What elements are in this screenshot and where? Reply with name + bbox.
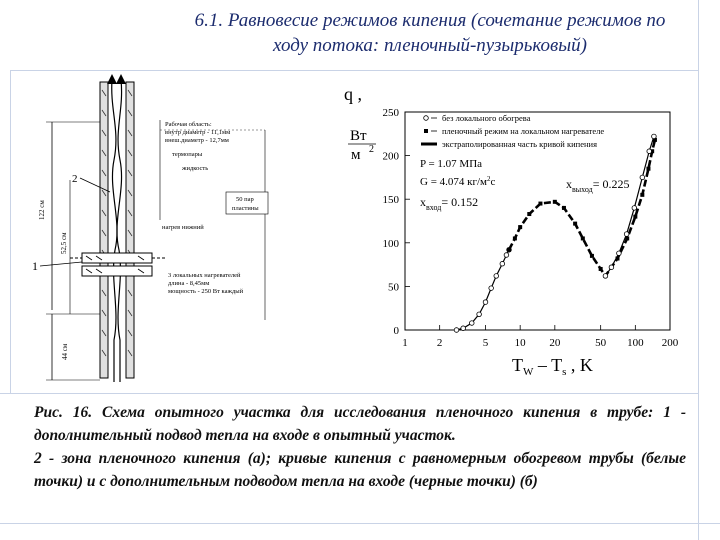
x-tick-label: 50 — [595, 337, 607, 349]
annotation-x-outlet — [566, 177, 629, 194]
slide-title — [150, 8, 710, 58]
annotation-pressure: P = 1.07 МПа — [420, 158, 483, 170]
note-bottom-2: длина - 8,45мм — [168, 280, 210, 287]
annotation-mass-flux-tail: с — [490, 176, 496, 188]
annotation-x-inlet-sym: x — [420, 195, 426, 209]
x-label-sub-s: s — [562, 366, 567, 378]
data-point-filled-square — [553, 200, 557, 204]
note-top-5: жидкость — [182, 165, 209, 172]
y-label-unit-exp: 2 — [369, 144, 374, 155]
x-label-unit: , K — [566, 355, 593, 375]
data-point-filled-square — [581, 236, 585, 240]
figure-svg — [0, 70, 698, 393]
data-point-open-circle — [640, 175, 645, 180]
x-axis-label — [512, 355, 593, 378]
annotation-x-inlet-sub: вход — [426, 203, 442, 212]
data-point-open-circle — [500, 261, 505, 266]
dim-label-top: 122 см — [38, 200, 46, 220]
y-tick-label: 0 — [393, 325, 399, 337]
x-tick-label: 100 — [627, 337, 644, 349]
annotation-x-inlet-val: = 0.152 — [441, 195, 479, 209]
x-tick-label: 2 — [436, 337, 443, 349]
annotation-x-outlet-sym: x — [566, 177, 572, 191]
data-point-open-circle — [477, 312, 482, 317]
caption-line-1: Рис. 16. Схема опытного участка для исследования пленочного кипения в трубе: 1 - дополнительный подвод тепла на входе в опытный участок. — [34, 404, 686, 444]
caption-line-2: 2 - зона пленочного кипения (а); кривые кипения с равномерным обогревом трубы (белые точки) и с дополнительным подводом тепла на входе (черные точки) (б) — [34, 450, 686, 490]
data-point-filled-square — [538, 202, 542, 206]
x-label-main: T — [512, 355, 523, 375]
figure-caption — [34, 401, 686, 493]
note-top-1: Рабочая область: — [165, 121, 212, 128]
annotation-mass-flux-exp: 2 — [487, 175, 491, 183]
data-point-open-circle — [483, 300, 488, 305]
y-label-q: q , — [344, 84, 362, 104]
data-point-open-circle — [632, 206, 637, 211]
data-point-filled-square — [646, 167, 650, 171]
note-bottom-3: мощность - 250 Вт каждый — [168, 288, 244, 295]
data-point-open-circle — [504, 253, 509, 258]
data-point-open-circle — [489, 286, 494, 291]
label-1-leader — [40, 262, 82, 266]
annotation-mass-flux-main: G = 4.074 кг/м — [420, 176, 488, 188]
data-point-open-circle — [624, 232, 629, 237]
data-point-open-circle — [617, 251, 622, 256]
data-point-filled-square — [599, 267, 603, 271]
x-ticks — [402, 325, 679, 349]
x-tick-label: 200 — [661, 337, 679, 349]
data-point-filled-square — [518, 225, 522, 229]
test-section-schematic — [32, 74, 268, 382]
figure — [0, 70, 698, 393]
x-tick-label: 5 — [482, 337, 489, 349]
y-ticks — [383, 107, 411, 337]
x-tick-label: 20 — [549, 337, 561, 349]
data-point-open-circle — [609, 265, 614, 270]
data-point-filled-square — [507, 248, 511, 252]
x-label-sub-w: W — [523, 366, 534, 378]
flow-line-1 — [112, 80, 117, 382]
note-bottom-1: 3 локальных нагревателей — [168, 272, 241, 279]
flow-arrow-up-icon — [107, 74, 117, 84]
note-top-2: внутр диаметр - 11,1мм — [165, 129, 231, 136]
flow-line-2 — [117, 80, 122, 382]
y-tick-label: 100 — [382, 237, 399, 250]
dim-label-mid: 52,5 см — [60, 232, 68, 254]
flow-arrow-up-icon-2 — [116, 74, 126, 84]
note-top-4: термопары — [172, 151, 203, 158]
data-point-open-circle — [603, 274, 608, 279]
legend — [421, 113, 604, 149]
annotation-mass-flux — [420, 175, 496, 188]
annotation-x-outlet-val: = 0.225 — [592, 177, 630, 191]
slide-bottom-rule — [0, 523, 720, 524]
boiling-chart — [344, 84, 679, 378]
legend-label-1: без локального обогрева — [442, 113, 531, 123]
x-tick-label: 1 — [402, 337, 408, 349]
y-tick-label: 200 — [382, 150, 399, 163]
data-point-open-circle — [494, 274, 499, 279]
x-tick-label: 10 — [514, 337, 526, 349]
data-point-open-circle — [652, 134, 657, 139]
series-layer — [454, 134, 657, 332]
y-label-unit-num: Вт — [350, 128, 367, 144]
data-point-filled-square — [513, 236, 517, 240]
series-line — [605, 136, 653, 276]
slide-right-rule — [698, 0, 699, 540]
y-label-unit-den: м — [351, 147, 361, 163]
y-tick-label: 50 — [388, 281, 399, 294]
slide-title-line-1: 6.1. Равновесие режимов кипения (сочетание режимов по — [194, 10, 666, 31]
dim-label-bottom: 44 см — [61, 343, 69, 360]
data-point-filled-square — [633, 215, 637, 219]
note-mid: нагрев нижний — [162, 224, 204, 231]
data-point-open-circle — [461, 326, 466, 331]
x-label-minus: – T — [533, 355, 563, 375]
figure-bottom-rule — [0, 393, 698, 394]
data-point-open-circle — [647, 149, 652, 154]
data-point-filled-square — [640, 193, 644, 197]
label-1: 1 — [32, 259, 38, 273]
note-top-3: внеш.диаметр - 12,7мм — [165, 137, 229, 144]
label-2: 2 — [72, 173, 78, 185]
data-point-filled-square — [590, 254, 594, 258]
slide-title-line-2: ходу потока: пленочный-пузырьковый) — [273, 35, 587, 56]
annotation-x-inlet — [420, 195, 478, 212]
legend-label-2: пленочный режим на локальном нагревателе — [442, 126, 605, 136]
data-point-filled-square — [527, 212, 531, 216]
data-point-open-circle — [469, 321, 474, 326]
legend-marker-open-circle — [424, 116, 429, 121]
annotation-x-outlet-sub: выход — [572, 185, 593, 194]
data-point-filled-square — [562, 206, 566, 210]
legend-marker-filled-square — [424, 129, 428, 133]
y-tick-label: 250 — [382, 107, 399, 119]
data-point-filled-square — [573, 222, 577, 226]
note-box-1: 50 пар — [236, 196, 254, 203]
data-point-open-circle — [454, 328, 459, 333]
legend-label-3: экстраполированная часть кривой кипения — [442, 139, 597, 149]
note-box-2: пластины — [232, 205, 259, 212]
y-tick-label: 150 — [382, 194, 399, 207]
